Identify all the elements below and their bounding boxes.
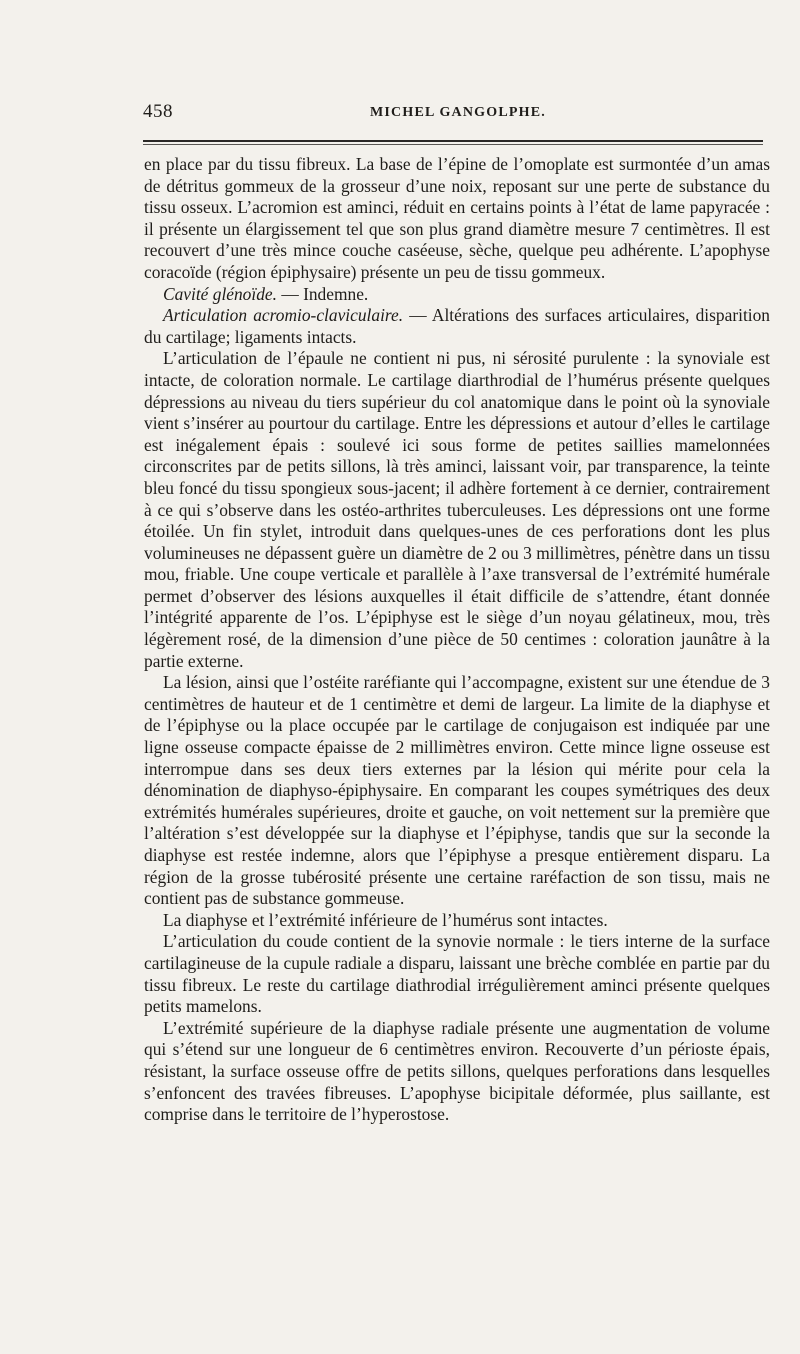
paragraph [144,284,770,306]
page-number: 458 [143,101,173,122]
paragraph: La lésion, ainsi que l’ostéite raréfiante qui l’accompagne, existent sur une étendue de 3 centimètres de hauteur et de 1 centimètre et demi de largeur. La limite de la diaphyse et de l’épiphyse ou la place occupée par le cartilage de conjugaison est indiquée par une ligne osseuse compacte épaisse de 2 millimètres environ. Cette mince ligne osseuse est interrompue dans ses deux tiers externes par la lésion qui mérite pour cela la dénomination de diaphyso-épiphysaire. En comparant les coupes symétriques des deux extrémités humérales supérieures, droite et gauche, on voit nettement sur la première que l’altération s’est développée sur la diaphyse et l’épiphyse, tandis que sur la seconde la diaphyse est restée indemne, alors que l’épiphyse a presque entièrement disparu. La région de la grosse tubérosité présente une certaine raréfaction de son tissu, mais ne contient pas de substance gommeuse. [144,672,770,909]
paragraph: L’articulation de l’épaule ne contient ni pus, ni sérosité purulente : la synoviale est intacte, de coloration normale. Le cartilage diarthrodial de l’humérus présente quelques dépressions au niveau du tiers supérieur du col anatomique dans le point où la synoviale vient s’insérer au pourtour du cartilage. Entre les dépressions et autour d’elles le cartilage est inégalement épais : soulevé ici sous forme de petites saillies mamelonnées circonscrites par de petits sillons, là très aminci, laissant voir, par transparence, la teinte bleu foncé du tissu spongieux sous-jacent; il adhère fortement à ce dernier, contrairement à ce qui s’observe dans les ostéo-arthrites tuberculeuses. Les dépressions ont une forme étoilée. Un fin stylet, introduit dans quelques-unes de ces perforations dont les plus volumineuses ne dépassent guère un diamètre de 2 ou 3 millimètres, pénètre dans un tissu mou, friable. Une coupe verticale et parallèle à l’axe transversal de l’extrémité humérale permet d’observer des lésions auxquelles il était difficile de s’attendre, étant donnée l’intégrité apparente de l’os. L’épiphyse est le siège d’un noyau gélatineux, mou, très légèrement rosé, de la dimension d’une pièce de 50 centimes : coloration jaunâtre à la partie externe. [144,348,770,671]
page-header [143,101,773,131]
body-text [144,154,770,1126]
paragraph-text: — Altérations des surfaces articulaires, disparition du cartilage; ligaments intacts. [144,305,770,347]
paragraph: en place par du tissu fibreux. La base de l’épine de l’omoplate est surmontée d’un amas de détritus gommeux de la grosseur d’une noix, reposant sur une perte de substance du tissu osseux. L’acromion est aminci, réduit en certains points à l’état de lame papyracée : il présente un élargissement tel que son plus grand diamètre mesure 7 centimètres. Il est recouvert d’une très mince couche caséeuse, sèche, quelque peu adhérente. L’apophyse coracoïde (région épiphysaire) présente un peu de tissu gommeux. [144,154,770,282]
paragraph-text: — Indemne. [276,283,369,304]
paragraph [144,305,770,348]
section-label: Cavité glénoïde. [163,283,277,304]
header-rule-thin [143,144,763,145]
section-label: Articulation acromio-claviculaire. [163,305,404,326]
paragraph: La diaphyse et l’extrémité inférieure de l’humérus sont intactes. [163,909,608,930]
paragraph: L’articulation du coude contient de la synovie normale : le tiers interne de la surface cartilagineuse de la cupule radiale a disparu, laissant une brèche comblée en partie par du tissu fibreux. Le reste du cartilage diathrodial irrégulièrement aminci présente quelques petits mamelons. [144,931,770,1017]
paragraph: L’extrémité supérieure de la diaphyse radiale présente une augmentation de volume qui s’étend sur une longueur de 6 centimètres environ. Recouverte d’un périoste épais, résistant, la surface osseuse offre de petits sillons, quelques perforations dans lesquelles s’enfoncent des travées fibreuses. L’apophyse bicipitale déformée, plus saillante, est comprise dans le territoire de l’hyperostose. [144,1017,770,1125]
running-title: MICHEL GANGOLPHE. [370,105,546,120]
header-rule [143,140,763,142]
